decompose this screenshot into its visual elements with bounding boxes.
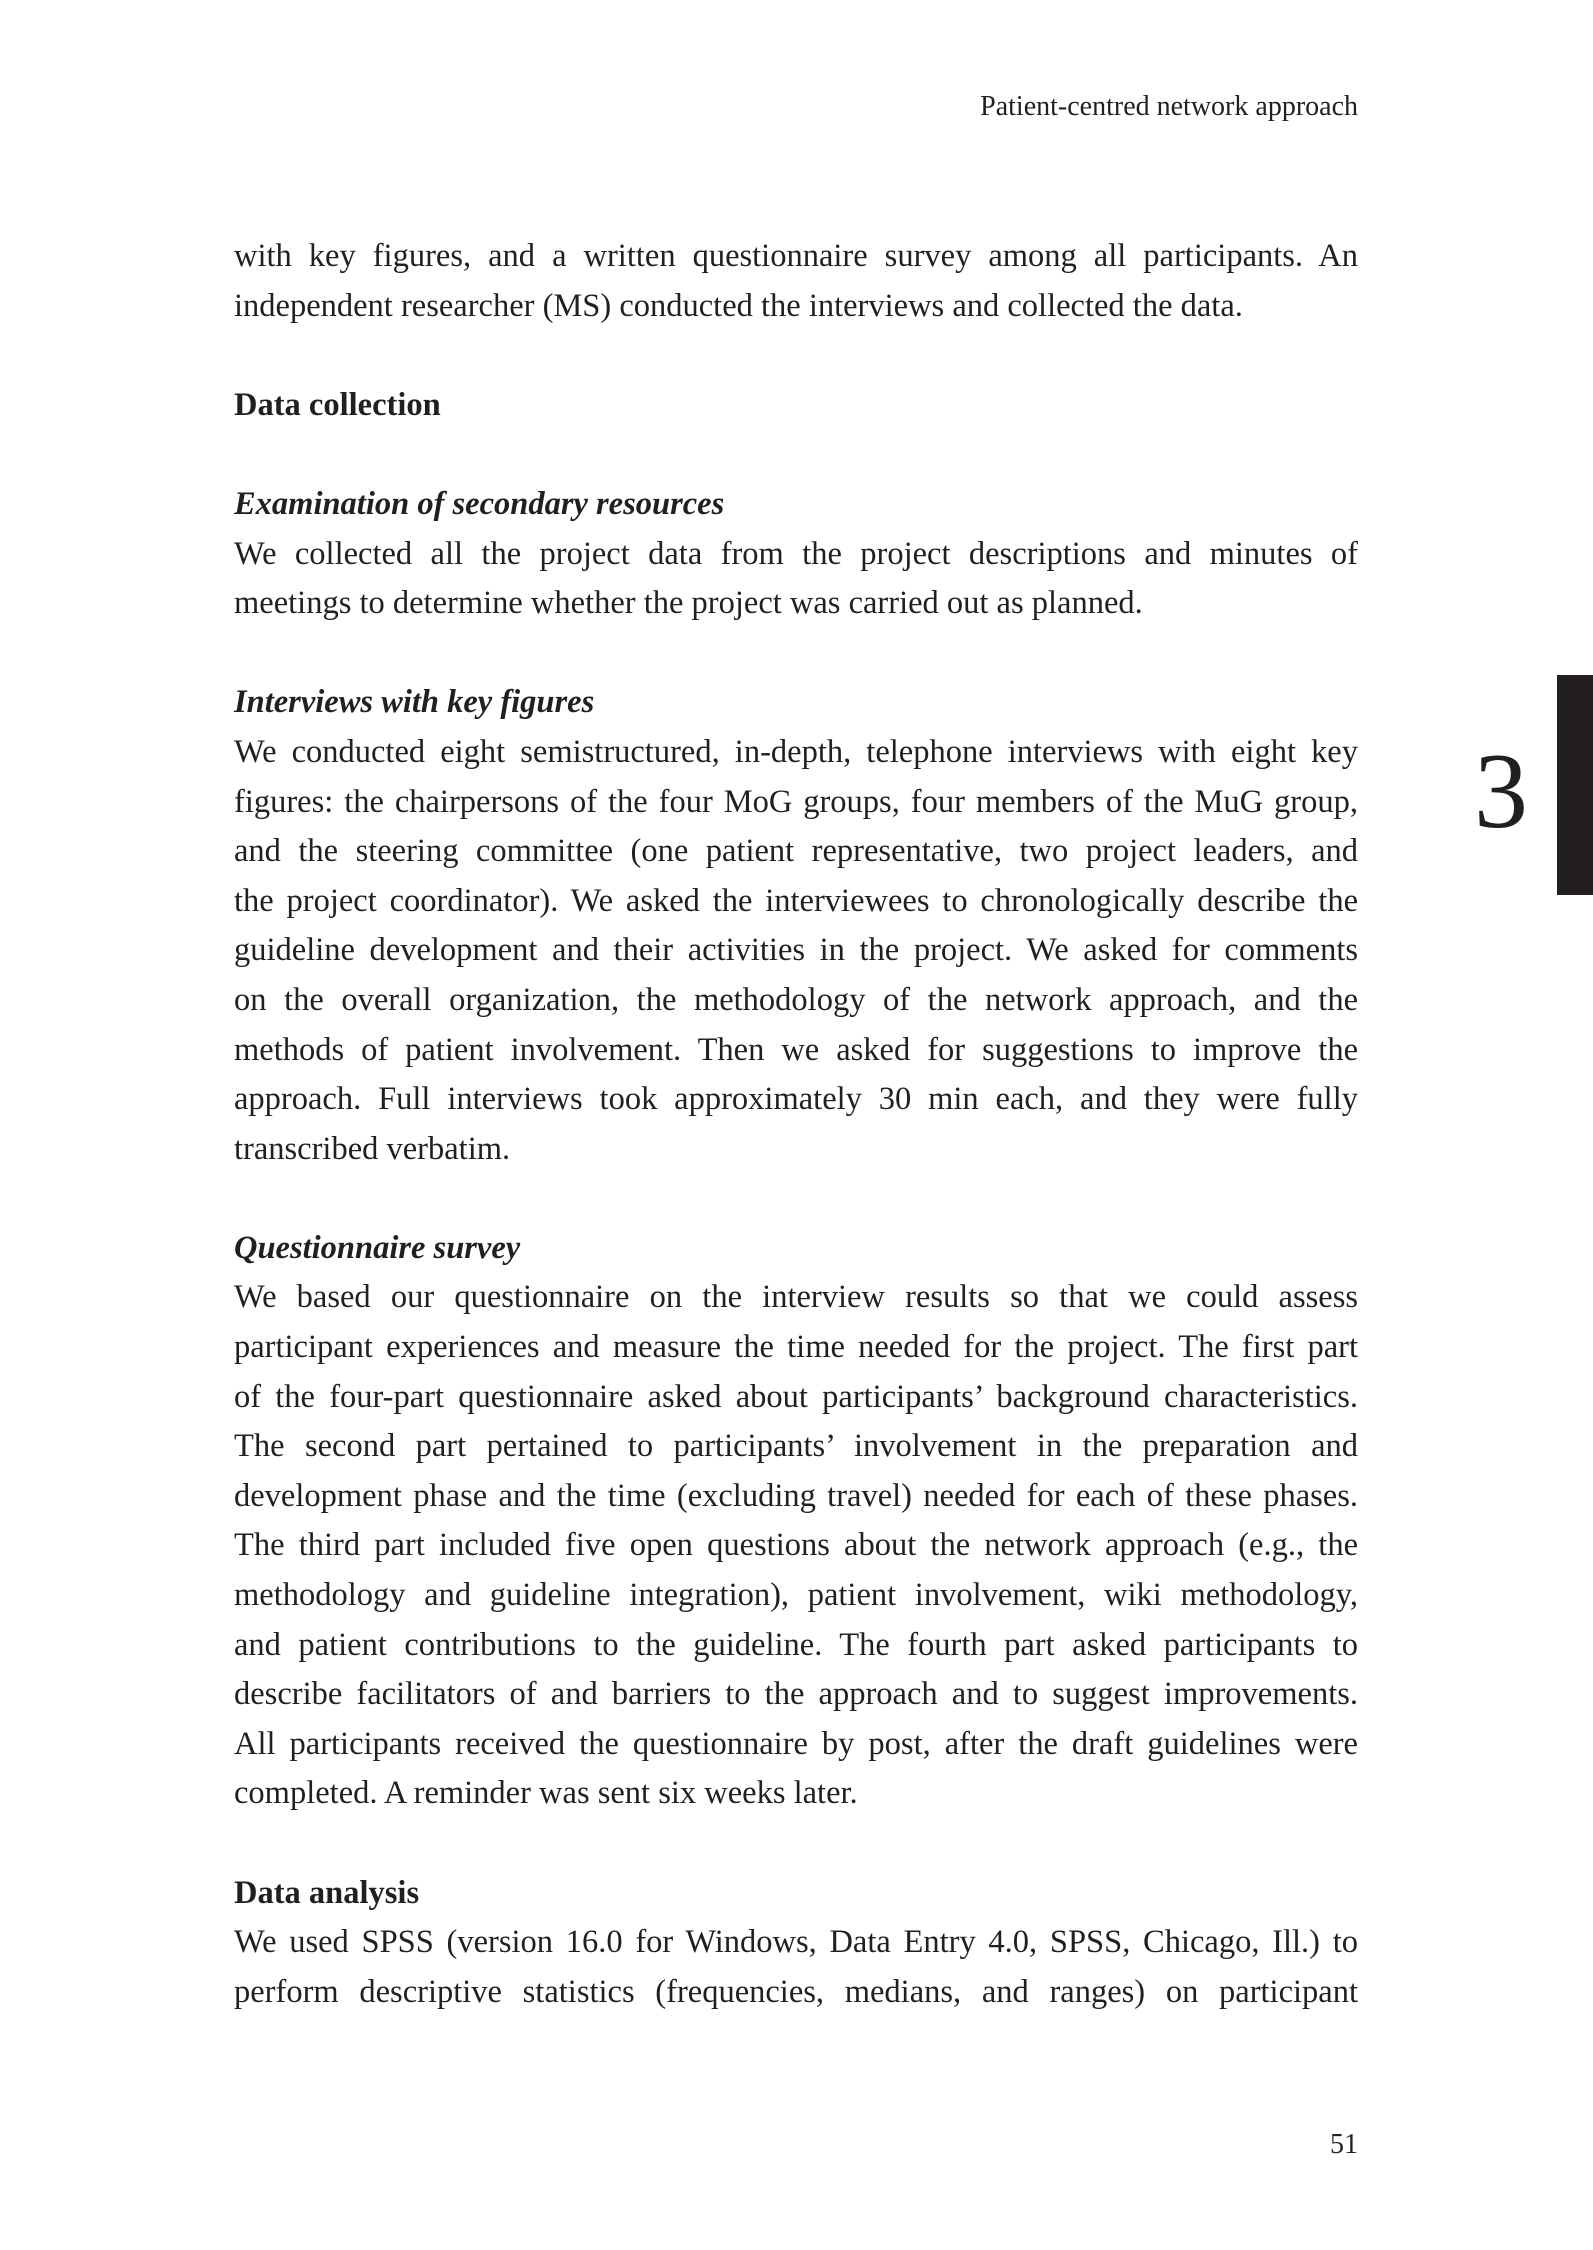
- section-heading: Data collection: [234, 386, 441, 423]
- page-number: 51: [1330, 2129, 1358, 2160]
- paragraph-spacer: [234, 1174, 1358, 1224]
- chapter-tab: [1557, 675, 1593, 895]
- body-line: approach. Full interviews took approximately 30 min each, and they were fully: [234, 1081, 1358, 1118]
- body-line: on the overall organization, the methodology of the network approach, and the: [234, 981, 1358, 1018]
- chapter-number: 3: [1474, 732, 1528, 851]
- subsection-heading: Interviews with key figures: [234, 684, 595, 721]
- body-line: and patient contributions to the guideline. The fourth part asked participants to: [234, 1626, 1358, 1663]
- body-line: transcribed verbatim.: [234, 1130, 511, 1167]
- subsection-heading: Questionnaire survey: [234, 1229, 521, 1266]
- body-line: the project coordinator). We asked the interviewees to chronologically describe the: [234, 882, 1358, 919]
- paragraph-spacer: [234, 629, 1358, 679]
- body-line: methodology and guideline integration), patient involvement, wiki methodology,: [234, 1577, 1358, 1614]
- body-line: independent researcher (MS) conducted the interviews and collected the data.: [234, 287, 1243, 324]
- body-line: guideline development and their activities in the project. We asked for comments: [234, 932, 1358, 969]
- body-line: figures: the chairpersons of the four MoG groups, four members of the MuG group,: [234, 783, 1358, 820]
- paragraph-spacer: [234, 430, 1358, 480]
- body-line: development phase and the time (excluding travel) needed for each of these phases.: [234, 1477, 1358, 1514]
- body-line: completed. A reminder was sent six weeks later.: [234, 1775, 858, 1812]
- body-line: We collected all the project data from the project descriptions and minutes of: [234, 535, 1358, 572]
- body-line: The third part included five open questions about the network approach (e.g., the: [234, 1527, 1358, 1564]
- body-line: We used SPSS (version 16.0 for Windows, Data Entry 4.0, SPSS, Chicago, Ill.) to: [234, 1924, 1358, 1961]
- paragraph-spacer: [234, 1819, 1358, 1869]
- paragraph-spacer: [234, 331, 1358, 381]
- body-line: We based our questionnaire on the interview results so that we could assess: [234, 1279, 1358, 1316]
- body-line: with key figures, and a written questionnaire survey among all participants. An: [234, 238, 1358, 274]
- body-line: The second part pertained to participants’ involvement in the preparation and: [234, 1428, 1358, 1465]
- body-line: methods of patient involvement. Then we asked for suggestions to improve the: [234, 1031, 1358, 1068]
- body-line: and the steering committee (one patient representative, two project leaders, and: [234, 833, 1358, 870]
- body-line: We conducted eight semistructured, in-depth, telephone interviews with eight key: [234, 733, 1358, 770]
- subsection-heading: Examination of secondary resources: [234, 485, 725, 522]
- body-text: [234, 232, 1358, 2017]
- body-line: describe facilitators of and barriers to the approach and to suggest improvements.: [234, 1676, 1358, 1713]
- section-heading: Data analysis: [234, 1874, 420, 1911]
- body-line: perform descriptive statistics (frequencies, medians, and ranges) on participant: [234, 1973, 1358, 2010]
- body-line: All participants received the questionnaire by post, after the draft guidelines were: [234, 1725, 1358, 1762]
- body-line: of the four-part questionnaire asked about participants’ background characteristics.: [234, 1378, 1358, 1415]
- running-head: Patient-centred network approach: [980, 91, 1358, 122]
- body-line: participant experiences and measure the time needed for the project. The first part: [234, 1329, 1358, 1366]
- body-line: meetings to determine whether the project was carried out as planned.: [234, 585, 1143, 622]
